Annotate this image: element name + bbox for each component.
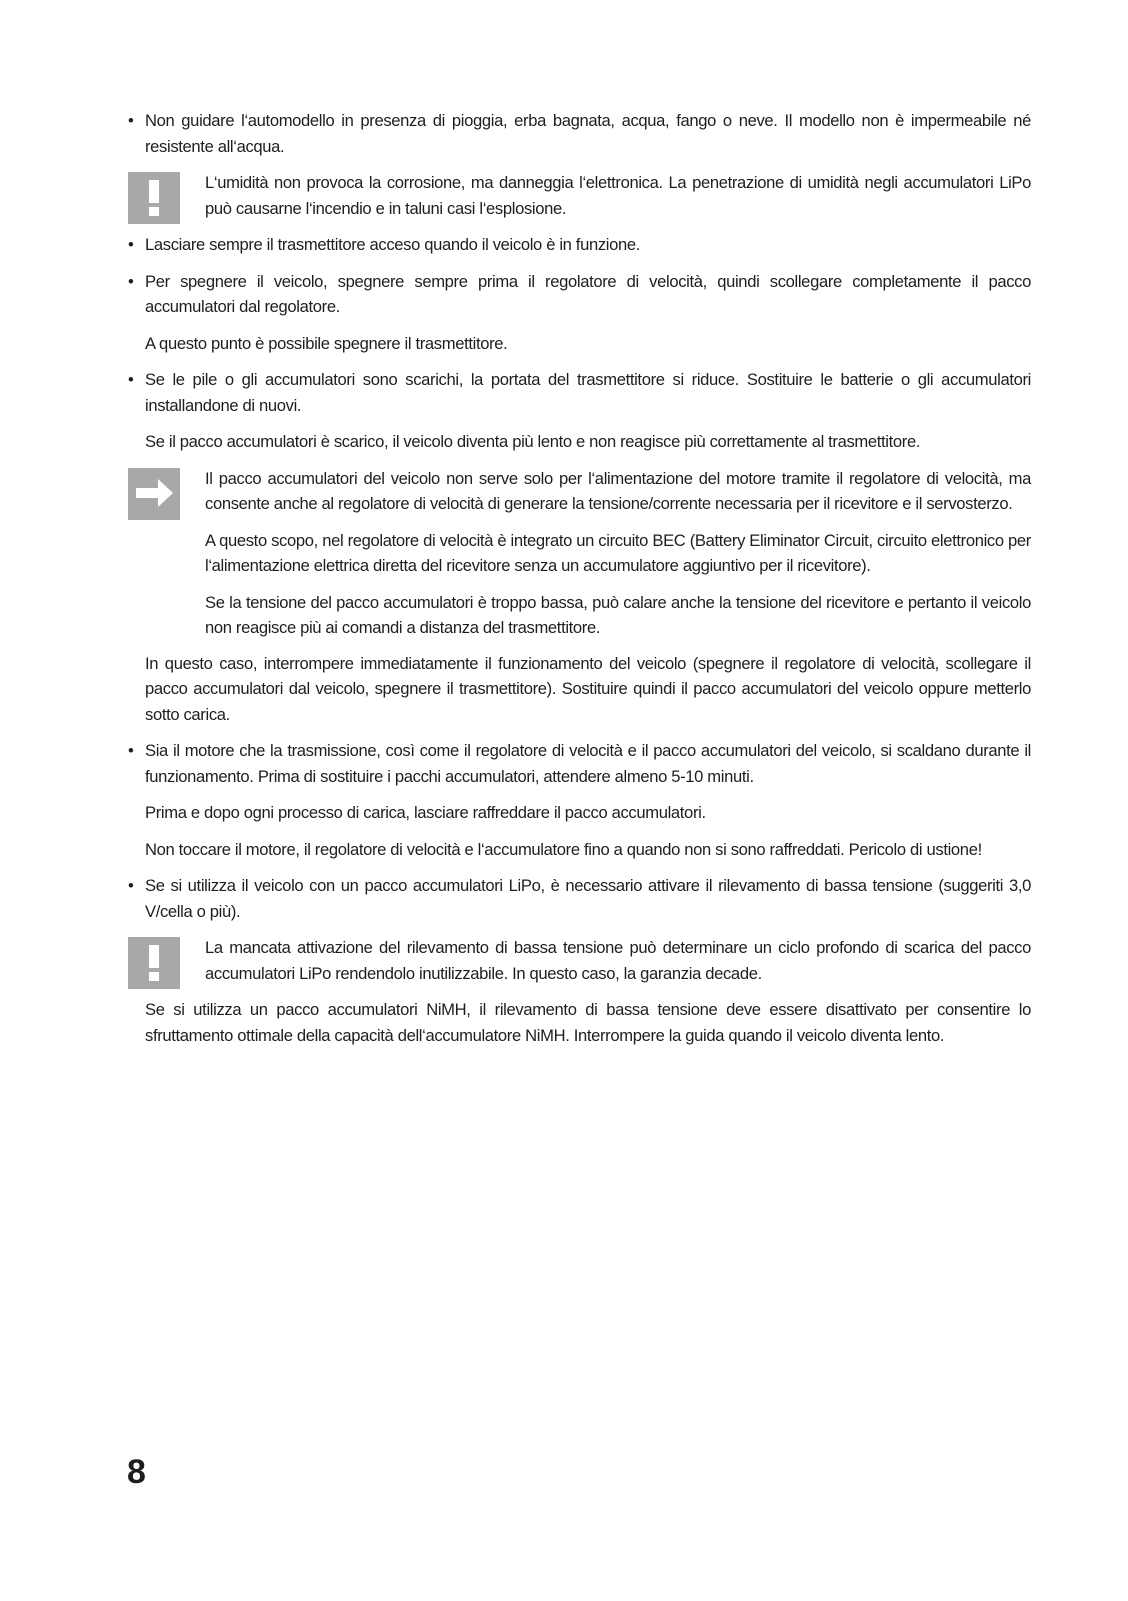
arrow-right-info-icon bbox=[128, 468, 180, 520]
bullet-lipo-low-voltage: • Se si utilizza il veicolo con un pacco accumulatori LiPo, è necessario attivare il rilevamento di bassa tensione (suggeriti 3,0 V/cella o più). bbox=[128, 873, 1031, 924]
warning-text: L‘umidità non provoca la corrosione, ma danneggia l‘elettronica. La penetrazione di umidità negli accumulatori LiPo può causarne l‘incendio e in taluni casi l‘esplosione. bbox=[205, 173, 1031, 218]
paragraph-interrupt-operation: In questo caso, interrompere immediatamente il funzionamento del veicolo (spegnere il regolatore di velocità, scollegare il pacco accumulatori dal veicolo, spegnere il trasmettitore). Sostituire quindi il pacco accumulatori del veicolo oppure metterlo sotto carica. bbox=[145, 653, 1031, 724]
paragraph-burn-hazard: Non toccare il motore, il regolatore di velocità e l‘accumulatore fino a quando non si sono raffreddati. Pericolo di ustione! bbox=[145, 839, 982, 859]
exclamation-warning-icon bbox=[128, 172, 180, 224]
page-content bbox=[128, 108, 1031, 1059]
bullet-transmitter-on: • Lasciare sempre il trasmettitore acceso quando il veicolo è in funzione. bbox=[128, 232, 1031, 258]
info-text-power-supply: Il pacco accumulatori del veicolo non serve solo per l‘alimentazione del motore tramite il regolatore di velocità, ma consente anche al regolatore di velocità di generare la tensione/corrente necessaria per il ricevitore e il servosterzo. bbox=[205, 468, 1031, 513]
warning-note-deep-discharge bbox=[128, 935, 1031, 987]
warning-text: La mancata attivazione del rilevamento di bassa tensione può determinare un ciclo profondo di scarica del pacco accumulatori LiPo rendendolo inutilizzabile. In questo caso, la garanzia decade. bbox=[205, 938, 1031, 983]
paragraph-nimh: Se si utilizza un pacco accumulatori NiMH, il rilevamento di bassa tensione deve essere disattivato per consentire lo sfruttamento ottimale della capacità dell‘accumulatore NiMH. Interrompere la guida quando il veicolo diventa lento. bbox=[145, 1000, 1031, 1045]
info-note-bec bbox=[128, 466, 1031, 641]
paragraph-cool-battery: Prima e dopo ogni processo di carica, lasciare raffreddare il pacco accumulatori. bbox=[145, 803, 706, 822]
page-number: 8 bbox=[127, 1453, 146, 1491]
bullet-low-batteries: • Se le pile o gli accumulatori sono scarichi, la portata del trasmettitore si riduce. Sostituire le batterie o gli accumulatori installandone di nuovi. bbox=[128, 367, 1031, 418]
info-text-low-voltage: Se la tensione del pacco accumulatori è troppo bassa, può calare anche la tensione del ricevitore e pertanto il veicolo non reagisce più ai comandi a distanza del trasmettitore. bbox=[205, 592, 1031, 637]
warning-note-moisture bbox=[128, 170, 1031, 222]
bullet-switch-off-vehicle: • Per spegnere il veicolo, spegnere sempre prima il regolatore di velocità, quindi scollegare completamente il pacco accumulatori dal regolatore. bbox=[128, 269, 1031, 320]
info-text-bec-circuit: A questo scopo, nel regolatore di velocità è integrato un circuito BEC (Battery Eliminator Circuit, circuito elettronico per l‘alimentazione elettrica diretta del ricevitore senza un accumulatore aggiuntivo per il ricevitore). bbox=[205, 530, 1031, 575]
paragraph-switch-off-transmitter: A questo punto è possibile spegnere il trasmettitore. bbox=[145, 333, 508, 353]
paragraph-battery-discharged: Se il pacco accumulatori è scarico, il veicolo diventa più lento e non reagisce più correttamente al trasmettitore. bbox=[145, 432, 921, 451]
bullet-components-heat: • Sia il motore che la trasmissione, così come il regolatore di velocità e il pacco accumulatori del veicolo, si scaldano durante il funzionamento. Prima di sostituire i pacchi accumulatori, attendere almeno 5-10 minuti. bbox=[128, 738, 1031, 789]
bullet-wet-conditions: • Non guidare l‘automodello in presenza di pioggia, erba bagnata, acqua, fango o neve. Il modello non è impermeabile né resistente all‘acqua. bbox=[128, 108, 1031, 159]
exclamation-warning-icon bbox=[128, 937, 180, 989]
